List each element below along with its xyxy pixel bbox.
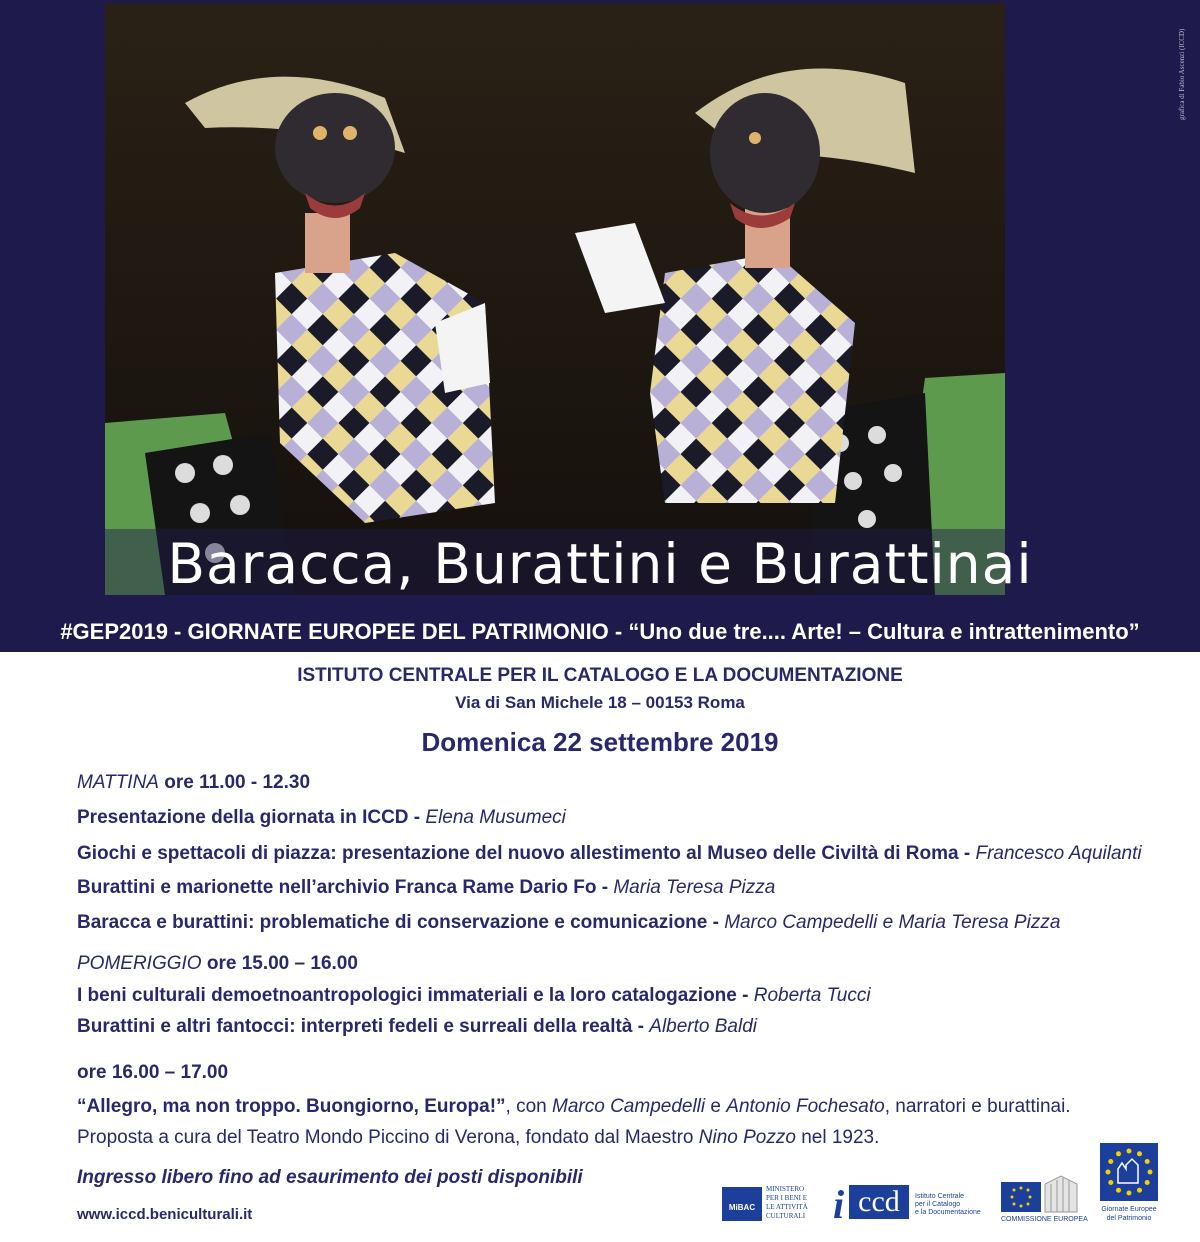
event-date: Domenica 22 settembre 2019	[421, 727, 779, 757]
website-link[interactable]: www.iccd.beniculturali.it	[77, 1206, 253, 1223]
show-time: ore 16.00 – 17.00	[77, 1062, 229, 1083]
afternoon-heading	[77, 953, 358, 975]
item-speaker: Francesco Aquilanti	[975, 843, 1142, 864]
program-item	[77, 843, 1142, 865]
item-speaker: Elena Musumeci	[425, 807, 566, 828]
iccd-i: i	[833, 1182, 845, 1227]
program-item	[77, 912, 1060, 934]
mibac-logo	[722, 1183, 822, 1223]
program-item	[77, 985, 871, 1007]
program-item	[77, 877, 775, 899]
show-with: , con	[505, 1096, 553, 1117]
show-title: “Allegro, ma non troppo. Buongiorno, Europa!”	[77, 1096, 506, 1117]
venue-address: Via di San Michele 18 – 00153 Roma	[455, 693, 745, 712]
iccd-text: Istituto Centrale per il Catalogo e la Documentazione	[915, 1193, 981, 1216]
note-name: Nino Pozzo	[698, 1127, 796, 1148]
item-title: I beni culturali demoetnoantropologici immateriali e la loro catalogazione -	[77, 985, 754, 1006]
gep-logo	[1100, 1143, 1164, 1238]
afternoon-label: POMERIGGIO	[77, 953, 202, 974]
ec-label: COMMISSIONE EUROPEA	[1001, 1216, 1088, 1223]
puppets-photo	[105, 3, 1005, 595]
item-speaker: Marco Campedelli e Maria Teresa Pizza	[724, 912, 1061, 933]
note-prefix: Proposta a cura del Teatro Mondo Piccino di Verona, fondato dal Maestro	[77, 1127, 699, 1148]
item-title: Giochi e spettacoli di piazza: presentazione del nuovo allestimento al Museo delle Civiltà di Roma -	[77, 843, 976, 864]
show-note	[77, 1127, 879, 1149]
item-speaker: Maria Teresa Pizza	[613, 877, 776, 898]
show-and: e	[705, 1096, 727, 1117]
note-suffix: nel 1923.	[795, 1127, 880, 1148]
morning-time: ore 11.00 - 12.30	[158, 772, 311, 793]
institute-name: ISTITUTO CENTRALE PER IL CATALOGO E LA DOCUMENTAZIONE	[297, 665, 903, 686]
iccd-rest: ccd	[849, 1185, 909, 1219]
show-description	[77, 1096, 1071, 1118]
item-speaker: Alberto Baldi	[649, 1016, 758, 1037]
program-item	[77, 807, 566, 829]
event-subtitle: #GEP2019 - GIORNATE EUROPEE DEL PATRIMONIO - “Uno due tre.... Arte! – Cultura e intrattenimento”	[60, 619, 1140, 644]
item-title: Baracca e burattini: problematiche di conservazione e comunicazione -	[77, 912, 725, 933]
gep-text: Giornate Europee del Patrimonio	[1101, 1206, 1157, 1222]
item-title: Burattini e altri fantocci: interpreti fedeli e surreali della realtà -	[77, 1016, 650, 1037]
event-title: Baracca, Burattini e Burattinai	[167, 532, 1033, 596]
morning-label: MATTINA	[77, 772, 159, 793]
performer: Antonio Fochesato	[726, 1096, 885, 1117]
show-role: , narratori e burattinai.	[884, 1096, 1071, 1117]
mibac-abbr: MiBAC	[728, 1203, 756, 1212]
program-item	[77, 1016, 757, 1038]
ec-building-icon	[1001, 1170, 1087, 1216]
eu-stars-icon	[1100, 1143, 1158, 1201]
item-title: Burattini e marionette nell’archivio Franca Rame Dario Fo -	[77, 877, 614, 898]
item-title: Presentazione della giornata in ICCD -	[77, 807, 426, 828]
european-commission-logo	[1001, 1170, 1087, 1226]
afternoon-time: ore 15.00 – 16.00	[201, 953, 358, 974]
item-speaker: Roberta Tucci	[753, 985, 871, 1006]
iccd-logo	[833, 1182, 993, 1227]
morning-heading	[77, 772, 310, 794]
mibac-text: MINISTERO PER I BENI E LE ATTIVITÀ CULTURALI	[766, 1185, 808, 1220]
photo-credit: grafica di Fabio Ascenzi (ICCD)	[1178, 28, 1186, 120]
performer: Marco Campedelli	[552, 1096, 706, 1117]
free-entry-note: Ingresso libero fino ad esaurimento dei posti disponibili	[77, 1167, 583, 1188]
